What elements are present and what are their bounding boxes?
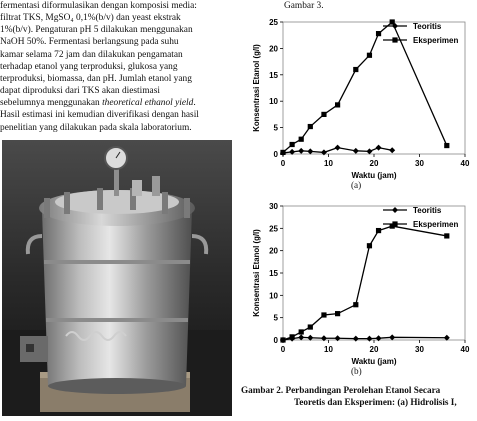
data-point-teoritis [298,148,304,154]
data-point-teoritis [353,148,359,154]
y-tick-label: 20 [269,44,278,54]
data-point-eksperimen [367,53,372,58]
paragraph-line: kamar selama 72 jam dan dilakukan pengamatan [0,49,183,60]
y-tick-label: 5 [273,123,278,133]
y-tick-label: 0 [273,150,278,159]
data-point-eksperimen [444,143,449,148]
legend-marker-diamond [392,207,398,213]
data-point-eksperimen [321,112,326,117]
x-tick-label: 0 [280,159,286,168]
body-paragraph [0,0,272,134]
paragraph-line: filtrat TKS, MgSO₄ 0,1%(b/v) dan yeast ekstrak [0,13,181,24]
data-point-eksperimen [290,334,295,339]
panel-label-b: (b) [351,366,362,376]
caption-line-1: Gambar 2. Perbandingan Perolehan Etanol Secara [241,385,441,395]
paragraph-line: NaOH 50%. Fermentasi berlangsung pada suhu [0,37,179,48]
panel-label-a: (a) [351,180,362,190]
data-point-eksperimen [353,302,358,307]
x-tick-label: 10 [324,345,333,354]
fermenter-photo [2,140,232,416]
data-point-teoritis [389,147,395,153]
y-tick-label: 30 [269,202,278,211]
paragraph-line: Hasil estimasi ini kemudian diverifikasi dengan hasil [0,110,199,121]
chart-a [241,14,477,194]
data-point-eksperimen [299,137,304,142]
data-point-eksperimen [308,124,313,129]
y-tick-label: 5 [273,313,278,323]
paragraph-line: dapat diproduksi dari TKS akan diestimasi [0,86,160,97]
chart-b-svg [241,200,477,380]
paragraph-line: fermentasi diformulasikan dengan komposisi media: [0,1,197,11]
data-point-eksperimen [444,233,449,238]
data-point-eksperimen [321,312,326,317]
x-axis-label: Waktu (jam) [351,171,397,180]
paragraph-line: terhadap etanol yang terproduksi, glukosa yang [0,61,178,72]
data-point-teoritis [366,148,372,154]
data-point-teoritis [298,334,304,340]
y-tick-label: 25 [269,18,278,27]
data-point-eksperimen [353,67,358,72]
legend-marker-square [392,37,397,42]
y-axis-label: Konsentrasi Etanol (g/l) [252,44,261,132]
data-point-eksperimen [308,324,313,329]
data-point-eksperimen [376,31,381,36]
paragraph-line: terproduksi, biomassa, dan pH. Jumlah etanol yang [0,73,192,84]
data-point-teoritis [366,336,372,342]
paragraph-line: penelitian yang dilakukan pada skala laboratorium. [0,122,192,133]
x-tick-label: 10 [324,159,333,168]
data-point-teoritis [335,145,341,151]
data-point-eksperimen [335,311,340,316]
x-tick-label: 20 [369,345,379,354]
data-point-eksperimen [299,329,304,334]
x-tick-label: 30 [415,159,424,168]
caption-line-2: Teoretis dan Eksperimen: (a) Hidrolisis I, [294,396,457,407]
y-tick-label: 15 [269,269,278,278]
legend-label: Teoritis [413,206,442,215]
y-tick-label: 25 [269,224,278,234]
series-line-eksperimen [283,226,447,340]
data-point-eksperimen [390,19,395,24]
data-point-teoritis [376,145,382,151]
y-tick-label: 10 [269,291,278,301]
data-point-eksperimen [335,102,340,107]
legend-label: Eksperimen [413,220,459,229]
y-axis-label: Konsentrasi Etanol (g/l) [252,229,261,317]
chart-b [241,200,477,380]
x-axis-label: Waktu (jam) [351,357,397,366]
legend-label: Eksperimen [413,36,459,45]
figure-reference: Gambar 3. [284,1,324,11]
data-point-eksperimen [280,337,285,342]
y-tick-label: 20 [269,246,278,256]
y-tick-label: 10 [269,97,278,107]
legend-label: Teoritis [413,22,442,31]
data-point-eksperimen [367,243,372,248]
data-point-eksperimen [290,142,295,147]
legend-marker-square [392,221,397,226]
paragraph-line-italic: sebelumnya menggunakan theoretical ethanol yield. [0,98,196,109]
x-tick-label: 40 [460,345,470,354]
figure-caption [241,385,457,408]
paragraph-line: 1%(b/v). Pengaturan pH 5 dilakukan menggunakan [0,25,193,36]
data-point-eksperimen [376,228,381,233]
x-tick-label: 30 [415,345,424,354]
x-tick-label: 20 [369,159,379,168]
x-tick-label: 40 [460,159,470,168]
chart-a-svg [241,14,477,194]
data-point-teoritis [389,334,395,340]
data-point-teoritis [321,149,327,155]
y-tick-label: 15 [269,70,278,80]
data-point-eksperimen [280,150,285,155]
italic-term: theoretical ethanol yield [102,98,194,109]
y-tick-label: 0 [273,336,278,345]
data-point-teoritis [353,336,359,342]
x-tick-label: 0 [280,345,286,354]
data-point-teoritis [307,148,313,154]
